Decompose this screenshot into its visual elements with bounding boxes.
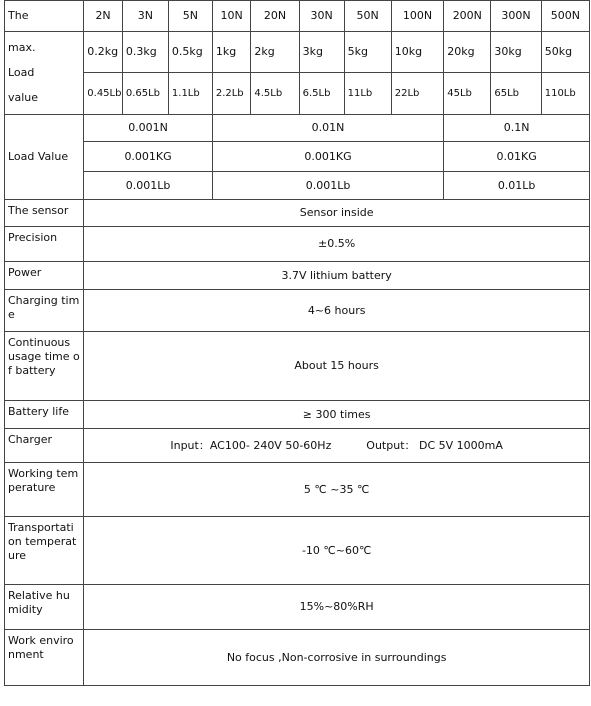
spec-value: 5 ℃ ~35 ℃	[84, 463, 590, 517]
spec-value: Input：AC100- 240V 50-60Hz Output： DC 5V 1000mA	[84, 429, 590, 463]
load-value-cell: 0.01N	[212, 115, 443, 142]
capacity-row	[5, 1, 590, 32]
spec-value: About 15 hours	[84, 332, 590, 401]
load-value-label: Load Value	[5, 115, 84, 200]
max-load-lb-cell: 45Lb	[444, 73, 491, 115]
max-load-lb-cell: 0.45Lb	[84, 73, 123, 115]
max-load-label	[5, 32, 84, 115]
max-load-kg-cell: 5kg	[344, 32, 391, 73]
spec-value: ±0.5%	[84, 227, 590, 262]
spec-row	[5, 227, 590, 262]
load-value-row	[5, 142, 590, 172]
max-load-lb-cell: 22Lb	[391, 73, 444, 115]
capacity-cell: 5N	[168, 1, 212, 32]
capacity-cell: 500N	[541, 1, 589, 32]
capacity-cell: 2N	[84, 1, 123, 32]
max-load-lb-cell: 6.5Lb	[299, 73, 344, 115]
spec-value: ≥ 300 times	[84, 401, 590, 429]
spec-label: Work environment	[5, 630, 84, 686]
max-load-kg-cell: 2kg	[251, 32, 299, 73]
max-load-kg-cell: 0.3kg	[122, 32, 168, 73]
capacity-cell: 20N	[251, 1, 299, 32]
max-load-lb-cell: 1.1Lb	[168, 73, 212, 115]
capacity-label: The	[5, 1, 84, 32]
max-load-kg-cell: 3kg	[299, 32, 344, 73]
max-load-lb-cell: 11Lb	[344, 73, 391, 115]
max-load-kg-cell: 10kg	[391, 32, 444, 73]
spec-row	[5, 200, 590, 227]
load-value-cell: 0.001Lb	[212, 172, 443, 200]
load-value-row	[5, 115, 590, 142]
spec-row	[5, 332, 590, 401]
spec-table	[4, 0, 590, 686]
spec-row	[5, 429, 590, 463]
spec-label: Working temperature	[5, 463, 84, 517]
max-load-kg-cell: 0.2kg	[84, 32, 123, 73]
spec-label: Battery life	[5, 401, 84, 429]
spec-value: -10 ℃~60℃	[84, 517, 590, 585]
capacity-cell: 200N	[444, 1, 491, 32]
spec-value: 4~6 hours	[84, 290, 590, 332]
spec-label: Continuous usage time of battery	[5, 332, 84, 401]
load-value-cell: 0.001KG	[212, 142, 443, 172]
spec-row	[5, 585, 590, 630]
max-load-kg-cell: 0.5kg	[168, 32, 212, 73]
spec-value: 15%~80%RH	[84, 585, 590, 630]
max-load-kg-cell: 20kg	[444, 32, 491, 73]
max-load-label-line: value	[8, 91, 39, 104]
max-load-lb-cell: 110Lb	[541, 73, 589, 115]
spec-label: Charger	[5, 429, 84, 463]
capacity-cell: 30N	[299, 1, 344, 32]
spec-row	[5, 290, 590, 332]
max-load-lb-row	[5, 73, 590, 115]
max-load-label-line: Load	[8, 66, 35, 79]
spec-value: 3.7V lithium battery	[84, 262, 590, 290]
spec-row	[5, 630, 590, 686]
load-value-cell: 0.001Lb	[84, 172, 213, 200]
spec-label: Relative humidity	[5, 585, 84, 630]
spec-label: The sensor	[5, 200, 84, 227]
load-value-row	[5, 172, 590, 200]
spec-label: Charging time	[5, 290, 84, 332]
capacity-cell: 3N	[122, 1, 168, 32]
max-load-kg-cell: 30kg	[491, 32, 541, 73]
load-value-cell: 0.001KG	[84, 142, 213, 172]
spec-label: Transportation temperature	[5, 517, 84, 585]
max-load-lb-cell: 65Lb	[491, 73, 541, 115]
spec-row	[5, 463, 590, 517]
spec-table-body	[5, 1, 590, 686]
capacity-cell: 300N	[491, 1, 541, 32]
spec-label: Power	[5, 262, 84, 290]
load-value-cell: 0.01Lb	[444, 172, 590, 200]
spec-row	[5, 401, 590, 429]
capacity-cell: 50N	[344, 1, 391, 32]
load-value-cell: 0.001N	[84, 115, 213, 142]
max-load-kg-cell: 50kg	[541, 32, 589, 73]
spec-row	[5, 517, 590, 585]
spec-value: No focus ,Non-corrosive in surroundings	[84, 630, 590, 686]
spec-label: Precision	[5, 227, 84, 262]
spec-row	[5, 262, 590, 290]
load-value-cell: 0.01KG	[444, 142, 590, 172]
max-load-kg-row	[5, 32, 590, 73]
capacity-cell: 100N	[391, 1, 444, 32]
max-load-lb-cell: 0.65Lb	[122, 73, 168, 115]
capacity-cell: 10N	[212, 1, 251, 32]
max-load-kg-cell: 1kg	[212, 32, 251, 73]
max-load-label-line: max.	[8, 41, 36, 54]
max-load-lb-cell: 4.5Lb	[251, 73, 299, 115]
max-load-lb-cell: 2.2Lb	[212, 73, 251, 115]
spec-value: Sensor inside	[84, 200, 590, 227]
load-value-cell: 0.1N	[444, 115, 590, 142]
